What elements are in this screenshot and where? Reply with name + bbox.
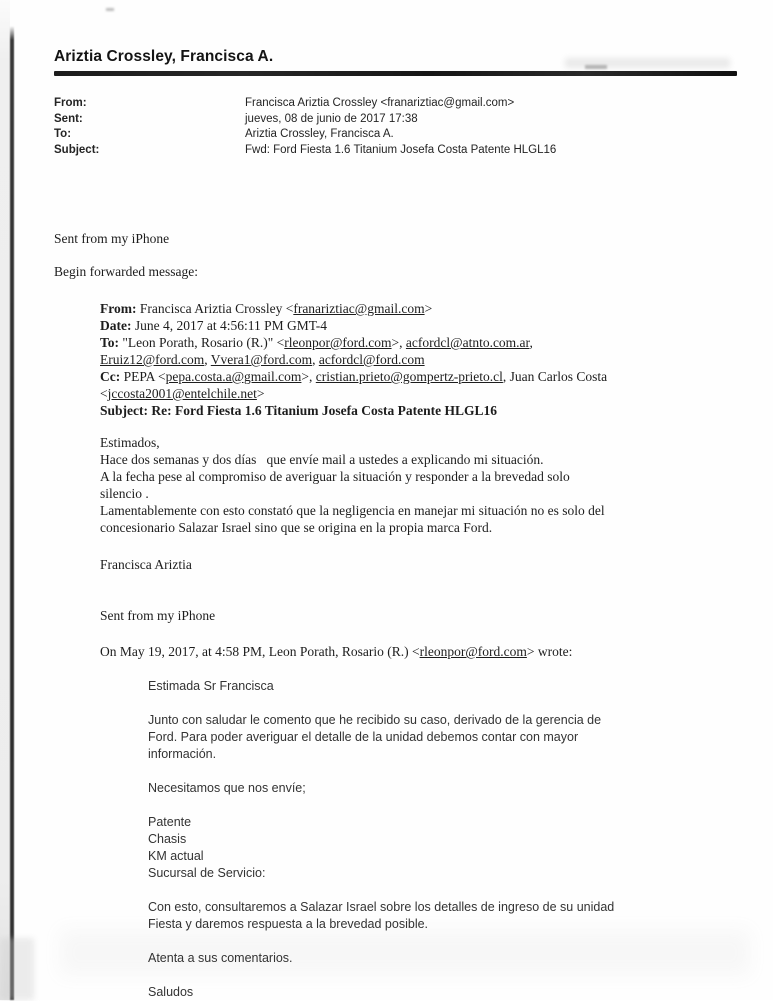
text-line: concesionario Salazar Israel sino que se origina en la propia marca Ford. [100, 520, 493, 535]
text-line: silencio . [100, 486, 149, 501]
text-run: Subject: Re: Ford Fiesta 1.6 Titanium Josefa Costa Patente HLGL16 [100, 403, 497, 418]
meta-value: Ariztia Crossley, Francisca A. [245, 128, 394, 140]
forwarded-header-block [100, 300, 737, 419]
text-run: , Juan Carlos Costa [502, 369, 608, 384]
text-line: Atenta a sus comentarios. [148, 951, 293, 965]
text-run: Date: [100, 318, 135, 333]
text-line: Necesitamos que nos envíe; [148, 781, 306, 795]
text-run: To: [100, 335, 123, 350]
text-line: Patente [148, 815, 192, 829]
text-run: , [312, 352, 319, 367]
text-line [148, 695, 737, 712]
text-line [148, 797, 737, 814]
reply-body [148, 678, 737, 1001]
email-link: pepa.costa.a@gmail.com [165, 369, 302, 384]
email-link: Eruiz12@ford.com [100, 352, 205, 367]
text-run: Cc: [100, 369, 124, 384]
signature: Francisca Ariztia [100, 557, 192, 572]
text-line [100, 300, 737, 317]
email-link: rleonpor@ford.com [419, 644, 527, 659]
text-line: Hace dos semanas y dos días que envíe mail a ustedes a explicando mi situación. [100, 452, 544, 467]
meta-label: To: [54, 128, 72, 140]
text-run: >, [391, 335, 406, 350]
email-link: rleonpor@ford.com [284, 335, 392, 350]
email-link: acfordcl@atnto.com.ar [405, 335, 530, 350]
text-line: Estimados, [100, 435, 160, 450]
text-line [100, 368, 737, 385]
meta-value: jueves, 08 de junio de 2017 17:38 [245, 112, 418, 125]
text-line [148, 882, 737, 899]
email-link: franariztiac@gmail.com [293, 301, 425, 316]
text-run: June 4, 2017 at 4:56:11 PM GMT-4 [134, 318, 327, 333]
text-line [100, 402, 737, 419]
reply-quote-intro [100, 643, 737, 660]
text-line: Lamentablemente con esto constató que la negligencia en manejar mi situación no es solo del [100, 503, 605, 518]
meta-label: From: [54, 97, 87, 109]
sent-from-iphone: Sent from my iPhone [54, 231, 170, 246]
text-run: Francisca Ariztia Crossley < [139, 301, 294, 316]
email-link: jccosta2001@entelchile.net [107, 386, 257, 401]
text-line: Fiesta y daremos respuesta a la brevedad posible. [148, 917, 429, 931]
email-link: cristian.prieto@gompertz-prieto.cl [315, 369, 503, 384]
meta-label: Subject: [54, 143, 100, 156]
page-title: Ariztia Crossley, Francisca A. [54, 48, 274, 65]
text-line: Saludos [148, 985, 194, 999]
text-run: > wrote: [526, 644, 573, 659]
text-run: > [256, 386, 265, 401]
begin-forwarded-label: Begin forwarded message: [54, 264, 198, 279]
text-line [100, 385, 737, 402]
text-run: , [529, 335, 533, 350]
meta-row-from [54, 96, 737, 112]
text-run: From: [100, 301, 140, 316]
text-line [100, 334, 737, 351]
email-link: acfordcl@ford.com [318, 352, 425, 367]
text-line: Junto con saludar le comento que he recibido su caso, derivado de la gerencia de [148, 713, 602, 727]
email-meta-table [54, 96, 737, 158]
text-line [148, 933, 737, 950]
text-run: > [424, 301, 433, 316]
meta-row-subject [54, 143, 737, 159]
text-line: Con esto, consultaremos a Salazar Israel sobre los detalles de ingreso de su unidad [148, 900, 615, 914]
text-run: , [204, 352, 211, 367]
text-run: < [100, 386, 108, 401]
text-line [148, 763, 737, 780]
meta-row-to [54, 127, 737, 143]
text-line [100, 317, 737, 334]
text-line: Estimada Sr Francisca [148, 679, 274, 693]
text-line: KM actual [148, 849, 204, 863]
meta-value: Francisca Ariztia Crossley <franariztiac@gmail.com> [245, 97, 515, 109]
text-run: On May 19, 2017, at 4:58 PM, Leon Porath, Rosario (R.) < [100, 644, 420, 659]
text-run: "Leon Porath, Rosario (R.)" < [122, 335, 285, 350]
email-link: Vvera1@ford.com [210, 352, 313, 367]
meta-value: Fwd: Ford Fiesta 1.6 Titanium Josefa Costa Patente HLGL16 [245, 143, 557, 156]
sent-from-iphone-2: Sent from my iPhone [100, 608, 216, 623]
header-rule [54, 71, 737, 76]
text-line: Chasis [148, 832, 187, 846]
text-line: Sucursal de Servicio: [148, 866, 266, 880]
text-line: Ford. Para poder averiguar el detalle de la unidad debemos contar con mayor [148, 730, 579, 744]
message-body [100, 434, 737, 536]
meta-label: Sent: [54, 112, 83, 125]
meta-row-sent [54, 112, 737, 128]
text-run: >, [301, 369, 316, 384]
text-line [100, 351, 737, 368]
text-line: A la fecha pese al compromiso de averiguar la situación y responder a la brevedad solo [100, 469, 570, 484]
text-line [148, 967, 737, 984]
text-run: PEPA < [123, 369, 166, 384]
text-line: información. [148, 747, 217, 761]
